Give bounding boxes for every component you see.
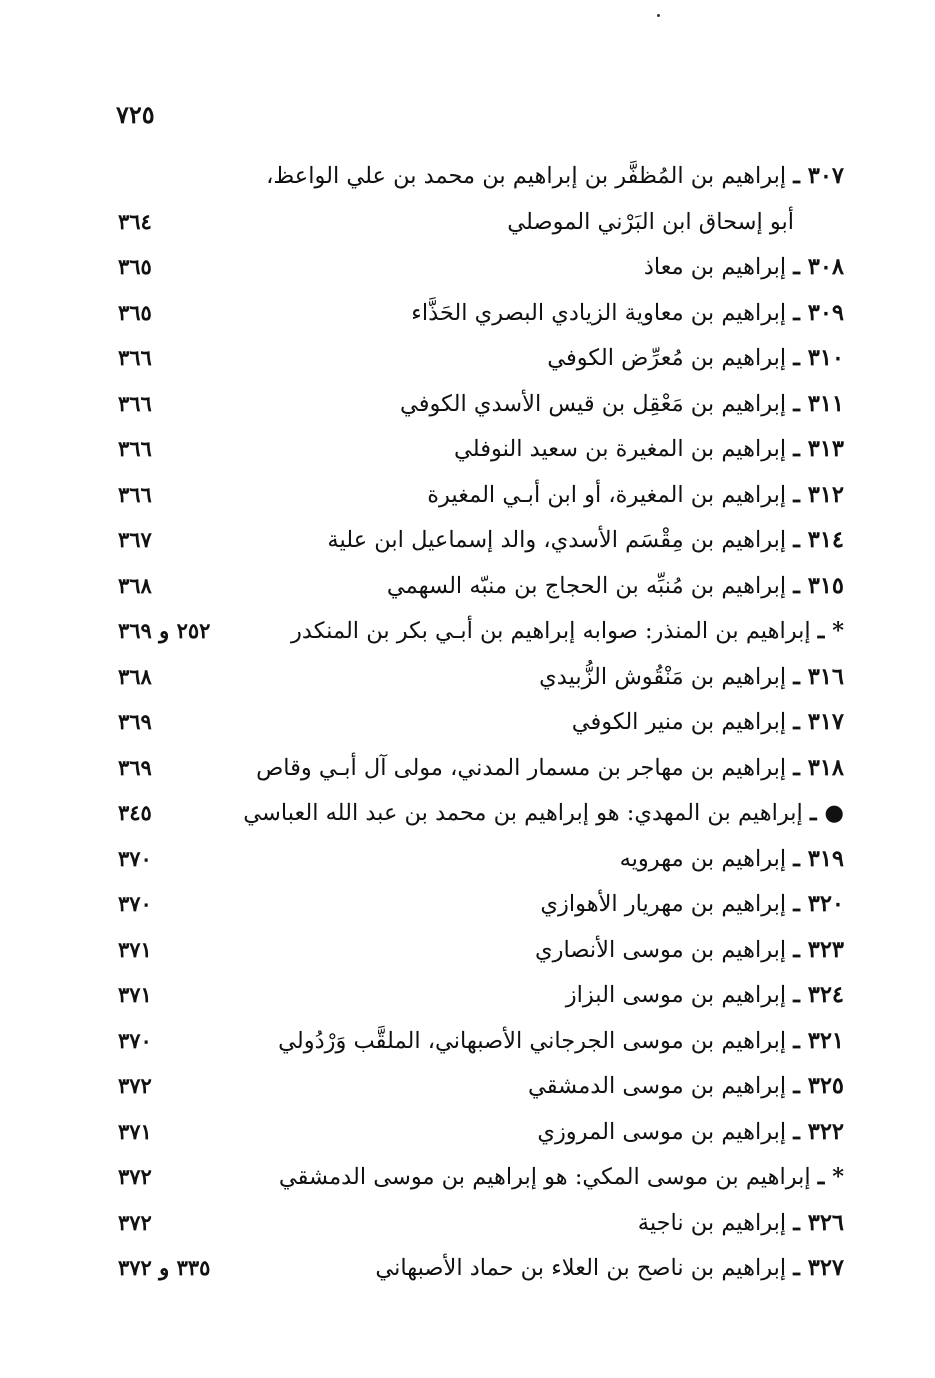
index-entry [110, 475, 844, 521]
entry-name: إبراهيم بن مهريار الأهوازي [540, 891, 787, 917]
entry-name: إبراهيم بن ناجية [637, 1209, 787, 1236]
entry-name: إبراهيم بن موسى الجرجاني الأصبهاني، الملقَّب وَرْدُولي [278, 1027, 787, 1054]
entry-text [291, 611, 844, 651]
index-entry-continuation [110, 202, 844, 248]
index-entry [110, 702, 844, 748]
entry-number: ٣١٧ ـ [793, 709, 844, 735]
index-entry [110, 247, 844, 293]
entry-page-refs: ٣٦٦ [118, 390, 152, 416]
entry-text [387, 566, 844, 606]
entry-text [256, 748, 844, 788]
entry-name: إبراهيم بن المهدي: هو إبراهيم بن محمد بن عبد الله العباسي [243, 800, 803, 826]
index-entry-list [110, 156, 844, 1294]
entry-name: إبراهيم بن موسى الدمشقي [528, 1073, 787, 1099]
index-entry [110, 839, 844, 885]
index-cross-reference [110, 611, 844, 657]
index-entry [110, 884, 844, 930]
entry-number: ٣٢٥ ـ [793, 1073, 844, 1099]
asterisk-marker: * ـ [817, 1164, 844, 1190]
entry-number: ٣١٢ ـ [793, 481, 844, 508]
entry-page-refs: ٣٦٥ [118, 299, 152, 325]
entry-text [427, 475, 844, 515]
entry-page-refs: ٣٧٠ [118, 891, 152, 916]
entry-number: ٣١٣ ـ [793, 436, 844, 462]
entry-page-refs: ٣٧١ [118, 1118, 152, 1144]
entry-text [537, 1112, 844, 1152]
entry-number: ٣١٦ ـ [793, 663, 844, 690]
index-entry [110, 293, 844, 339]
entry-text [279, 1157, 844, 1197]
entry-page-refs: ٣٧٢ [118, 1209, 152, 1235]
entry-text [644, 247, 844, 287]
index-entry [110, 156, 844, 202]
entry-number: ٣٠٩ ـ [793, 299, 844, 326]
entry-number: ٣٢٠ ـ [793, 891, 844, 917]
entry-number: ٣١٠ ـ [793, 345, 844, 371]
entry-name: إبراهيم بن معاوية الزيادي البصري الحَذَّاء [411, 299, 787, 326]
entry-text [243, 793, 844, 833]
index-entry [110, 384, 844, 430]
entry-page-refs: ٣٣٥ و ٣٧٢ [118, 1255, 211, 1280]
entry-page-refs: ٣٦٦ [118, 345, 152, 370]
entry-name: إبراهيم بن مُعرِّض الكوفي [547, 345, 787, 371]
index-entry [110, 566, 844, 612]
entry-text [411, 293, 844, 333]
entry-name: إبراهيم بن المغيرة بن سعيد النوفلي [454, 436, 787, 462]
entry-page-refs: ٣٦٩ [118, 709, 152, 734]
index-entry [110, 1066, 844, 1112]
index-entry [110, 1203, 844, 1249]
entry-name: إبراهيم بن مَعْقِل بن قيس الأسدي الكوفي [400, 390, 787, 417]
index-entry [110, 520, 844, 566]
entry-number: ٣٢٣ ـ [793, 936, 844, 963]
entry-name: أبو إسحاق ابن البَرْني الموصلي [507, 208, 794, 235]
entry-text [528, 1066, 844, 1106]
index-cross-reference [110, 1157, 844, 1203]
entry-name: إبراهيم بن المنذر: صوابه إبراهيم بن أبـي بكر بن المنكدر [291, 618, 811, 644]
entry-number: ٣٢٢ ـ [793, 1118, 844, 1145]
entry-page-refs: ٣٦٩ [118, 754, 152, 780]
index-cross-reference [110, 793, 844, 839]
entry-name: إبراهيم بن المغيرة، أو ابن أبـي المغيرة [427, 481, 787, 508]
scan-speck [657, 14, 660, 17]
entry-number: ٣٢١ ـ [793, 1027, 844, 1054]
entry-text [375, 1248, 844, 1288]
entry-number: ٣٢٤ ـ [793, 982, 844, 1008]
entry-page-refs: ٣٦٤ [118, 208, 152, 234]
entry-name: إبراهيم بن مَنْقُوش الزُّبيدي [539, 663, 787, 690]
entry-page-refs: ٣٤٥ [118, 800, 152, 825]
entry-page-refs: ٣٧٢ [118, 1164, 152, 1189]
entry-text [620, 839, 844, 879]
entry-page-refs: ٢٥٢ و ٣٦٩ [118, 618, 211, 643]
entry-text [540, 884, 844, 924]
entry-page-refs: ٣٧١ [118, 982, 152, 1007]
entry-page-refs: ٣٧٠ [118, 1027, 152, 1053]
entry-page-refs: ٣٦٥ [118, 254, 152, 279]
entry-page-refs: ٣٦٦ [118, 481, 152, 507]
entry-number: ٣١١ ـ [793, 390, 844, 417]
index-entry [110, 1112, 844, 1158]
entry-number: ٣٢٦ ـ [793, 1209, 844, 1236]
entry-number: ٣١٨ ـ [793, 754, 844, 781]
entry-name: إبراهيم بن موسى المروزي [537, 1118, 787, 1145]
index-entry [110, 657, 844, 703]
entry-page-refs: ٣٦٧ [118, 527, 152, 552]
asterisk-marker: * ـ [817, 618, 844, 644]
index-entry [110, 748, 844, 794]
entry-page-refs: ٣٦٨ [118, 663, 152, 689]
entry-name: إبراهيم بن موسى المكي: هو إبراهيم بن موسى الدمشقي [278, 1164, 811, 1190]
entry-name: إبراهيم بن موسى الأنصاري [535, 936, 787, 963]
entry-text [566, 975, 844, 1015]
bullet-marker: ● ـ [809, 800, 844, 826]
entry-text [638, 1203, 844, 1243]
entry-text [547, 338, 844, 378]
entry-page-refs: ٣٧٠ [118, 845, 152, 871]
index-entry [110, 975, 844, 1021]
entry-number: ٣٢٧ ـ [793, 1255, 844, 1281]
entry-text [539, 657, 844, 697]
index-entry [110, 1248, 844, 1294]
entry-name: إبراهيم بن منير الكوفي [571, 709, 787, 735]
entry-text [572, 702, 844, 742]
entry-text [400, 384, 844, 424]
entry-page-refs: ٣٧١ [118, 936, 152, 962]
entry-number: ٣٠٨ ـ [793, 254, 844, 280]
entry-text [278, 1021, 844, 1061]
entry-name: إبراهيم بن موسى البزاز [565, 982, 787, 1008]
entry-page-refs: ٣٧٢ [118, 1073, 152, 1098]
entry-text [327, 520, 844, 560]
entry-name: إبراهيم بن ناصح بن العلاء بن حماد الأصبهاني [375, 1255, 787, 1281]
page-number: ٧٢٥ [116, 100, 155, 129]
entry-name: إبراهيم بن مهرويه [619, 845, 787, 872]
entry-name: إبراهيم بن مُنبِّه بن الحجاج بن منبّه السهمي [386, 572, 787, 599]
entry-number: ٣٠٧ ـ [793, 163, 844, 189]
entry-name: إبراهيم بن معاذ [643, 254, 787, 280]
entry-page-refs: ٣٦٦ [118, 436, 152, 461]
index-entry [110, 1021, 844, 1067]
entry-name: إبراهيم بن مهاجر بن مسمار المدني، مولى آل أبـي وقاص [256, 754, 787, 781]
entry-text [535, 930, 844, 970]
entry-name: إبراهيم بن المُظفَّر بن إبراهيم بن محمد بن علي الواعظ، [266, 163, 787, 189]
entry-text [454, 429, 844, 469]
entry-text [507, 202, 794, 242]
index-entry [110, 930, 844, 976]
entry-number: ٣١٥ ـ [793, 572, 844, 599]
entry-name: إبراهيم بن مِقْسَم الأسدي، والد إسماعيل ابن علية [327, 527, 787, 553]
entry-page-refs: ٣٦٨ [118, 572, 152, 598]
index-entry [110, 338, 844, 384]
entry-number: ٣١٤ ـ [793, 527, 844, 553]
entry-text [266, 156, 844, 196]
index-entry [110, 429, 844, 475]
entry-number: ٣١٩ ـ [793, 845, 844, 872]
